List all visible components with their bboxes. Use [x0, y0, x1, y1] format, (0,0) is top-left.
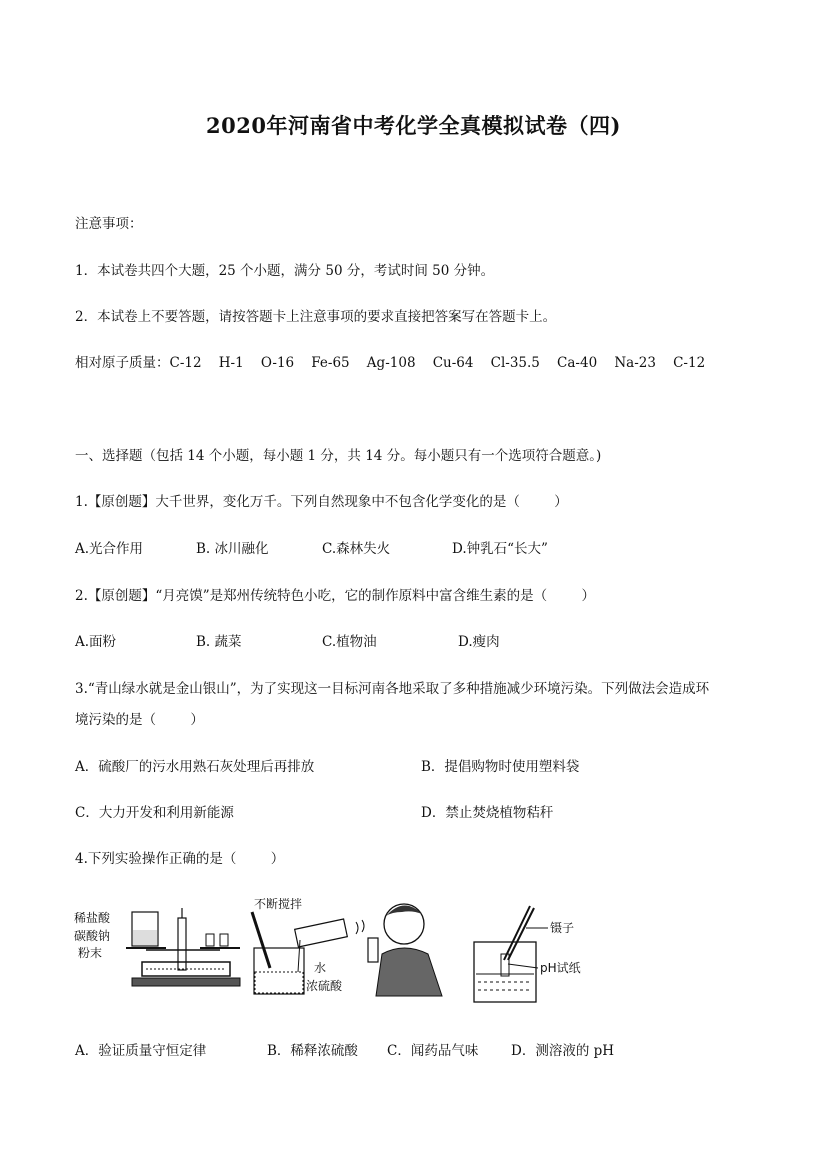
fig-b-label-1: 不断搅拌	[254, 898, 303, 911]
q3-option-c: C．大力开发和利用新能源	[75, 805, 234, 821]
page-title: 2020年河南省中考化学全真模拟试卷（四)	[206, 113, 621, 138]
fig-b-label-3: 浓硫酸	[306, 979, 343, 993]
question-1-stem: 1.【原创题】大千世界，变化万千。下列自然现象中不包含化学变化的是（ ）	[75, 494, 568, 510]
fig-d-label-1: 镊子	[550, 921, 575, 935]
figure-c-smelling	[352, 898, 452, 1006]
figure-a-balance	[72, 898, 242, 998]
q2-option-d: D.瘦肉	[458, 634, 500, 650]
question-4-stem: 4.下列实验操作正确的是（ ）	[75, 851, 285, 867]
q1-option-c: C.森林失火	[322, 541, 391, 557]
q1-option-b: B. 冰川融化	[196, 541, 269, 557]
q4-option-b: B．稀释浓硫酸	[267, 1043, 358, 1059]
q4-option-d: D．测溶液的 pH	[511, 1043, 615, 1059]
question-2-stem: 2.【原创题】“月亮馍”是郑州传统特色小吃，它的制作原料中富含维生素的是（ ）	[75, 588, 596, 604]
atomic-mass-line: 相对原子质量：C-12 H-1 O-16 Fe-65 Ag-108 Cu-64 Cl-35.5 Ca-40 Na-23 C-12	[75, 355, 706, 371]
q3-option-b: B．提倡购物时使用塑料袋	[421, 759, 580, 775]
fig-a-label-2: 碳酸钠	[74, 929, 111, 943]
figure-d-ph-test	[468, 898, 598, 1008]
q2-option-b: B. 蔬菜	[196, 634, 242, 650]
fig-a-label-1: 稀盐酸	[74, 911, 111, 925]
q2-option-c: C.植物油	[322, 634, 377, 650]
q4-option-a: A．验证质量守恒定律	[75, 1043, 207, 1059]
notice-heading: 注意事项：	[75, 216, 143, 232]
q4-option-c: C．闻药品气味	[387, 1043, 479, 1059]
question-3-stem-line1: 3.“青山绿水就是金山银山”，为了实现这一目标河南各地采取了多种措施减少环境污染。下列做法会造成环	[75, 681, 710, 697]
fig-a-label-3: 粉末	[78, 946, 103, 960]
figure-b-dilution	[248, 898, 358, 998]
q3-option-d: D．禁止焚烧植物秸秆	[421, 805, 554, 821]
q3-option-a: A．硫酸厂的污水用熟石灰处理后再排放	[75, 759, 315, 775]
notice-item-1: 1．本试卷共四个大题，25 个小题，满分 50 分，考试时间 50 分钟。	[75, 263, 495, 279]
fig-d-label-2: pH试纸	[540, 961, 581, 975]
q2-option-a: A.面粉	[75, 634, 117, 650]
question-3-stem-line2: 境污染的是（ ）	[75, 712, 204, 728]
fig-b-label-2: 水	[314, 961, 327, 975]
notice-item-2: 2．本试卷上不要答题，请按答题卡上注意事项的要求直接把答案写在答题卡上。	[75, 309, 557, 325]
q1-option-a: A.光合作用	[75, 541, 144, 557]
section-heading: 一、选择题（包括 14 个小题，每小题 1 分，共 14 分。每小题只有一个选项符合题意。)	[75, 448, 602, 464]
q1-option-d: D.钟乳石“长大”	[452, 541, 548, 557]
